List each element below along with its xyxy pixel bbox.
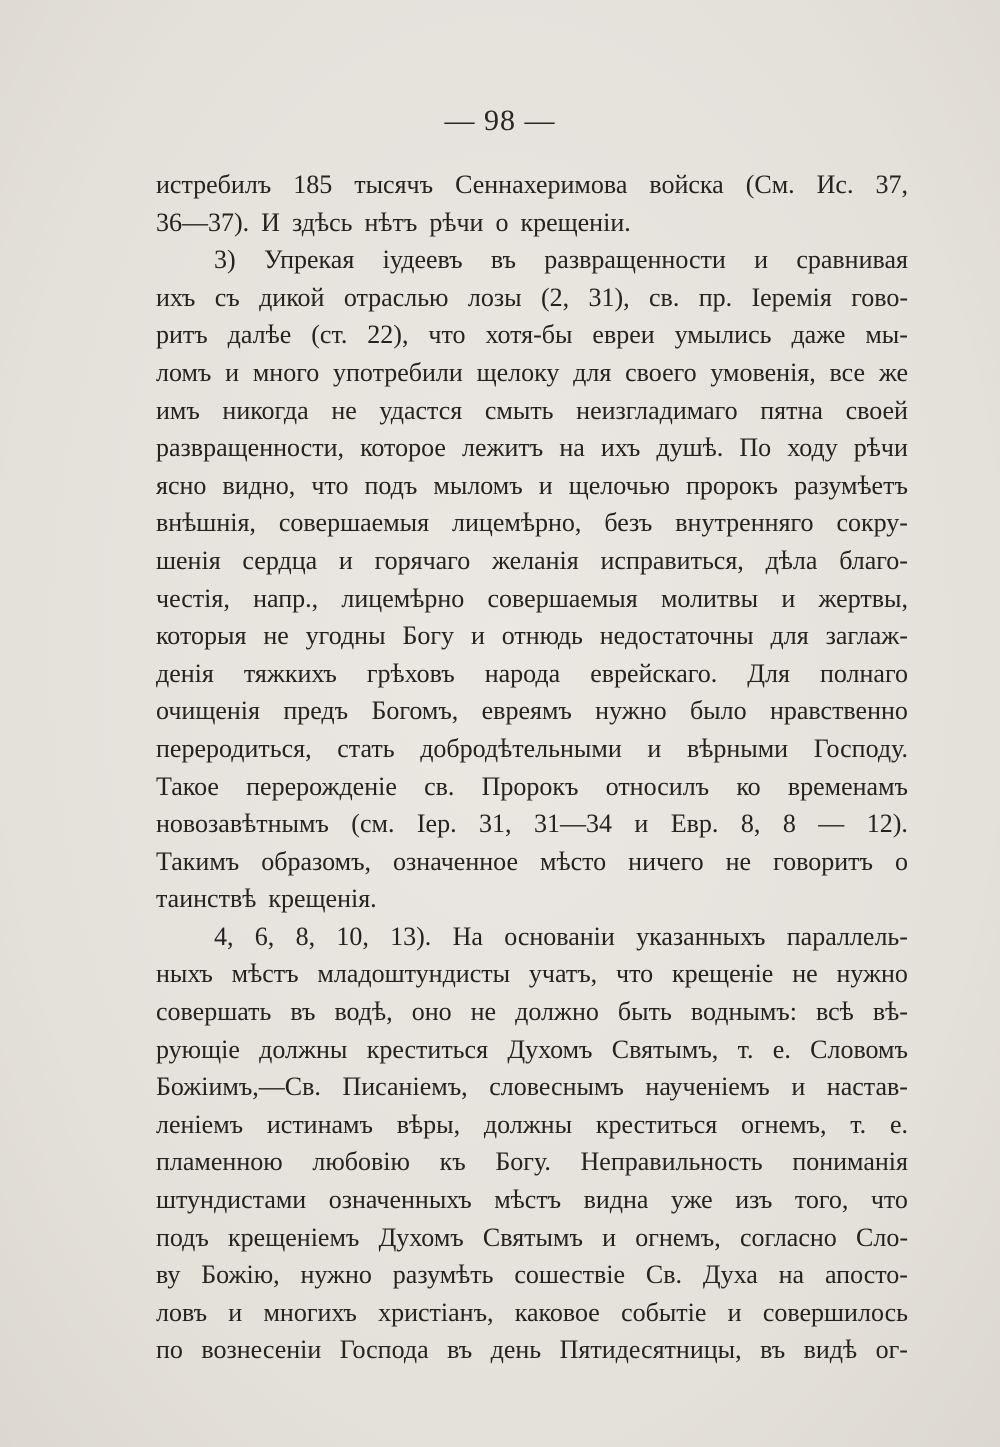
text-line: шенія сердца и горячаго желанія исправиться, дѣла благо- xyxy=(156,545,908,575)
text-line: ву Божію, нужно разумѣть сошествіе Св. Духа на апосто- xyxy=(156,1260,908,1290)
text-line: Такимъ образомъ, означенное мѣсто ничего не говоритъ о xyxy=(156,846,908,876)
text-line: совершать въ водѣ, оно не должно быть воднымъ: всѣ вѣ- xyxy=(156,997,908,1027)
text-line: внѣшнія, совершаемыя лицемѣрно, безъ внутренняго сокру- xyxy=(156,508,908,538)
text-line: имъ никогда не удастся смыть неизгладимаго пятна своей xyxy=(156,395,908,425)
text-line: Такое перерожденіе св. Пророкъ относилъ ко временамъ xyxy=(156,771,908,801)
text-line: развращенности, которое лежитъ на ихъ душѣ. По ходу рѣчи xyxy=(156,433,908,463)
page-body-text xyxy=(156,166,908,1369)
text-line: рующіе должны креститься Духомъ Святымъ, т. е. Словомъ xyxy=(156,1034,908,1064)
text-line: леніемъ истинамъ вѣры, должны креститься огнемъ, т. е. xyxy=(156,1109,908,1139)
text-line: штундистами означенныхъ мѣстъ видна уже изъ того, что xyxy=(156,1185,908,1215)
text-line: ихъ съ дикой отраслью лозы (2, 31), св. пр. Іеремія гово- xyxy=(156,282,908,312)
text-line: ясно видно, что подъ мыломъ и щелочью пророкъ разумѣетъ xyxy=(156,470,908,500)
text-line: Божіимъ,—Св. Писаніемъ, словеснымъ наученіемъ и настав- xyxy=(156,1072,908,1102)
text-line: 4, 6, 8, 10, 13). На основаніи указанныхъ параллель- xyxy=(214,921,908,951)
page-number: — 98 — xyxy=(444,104,556,137)
text-line: подъ крещеніемъ Духомъ Святымъ и огнемъ, согласно Сло- xyxy=(156,1222,908,1252)
text-line: ломъ и много употребили щелоку для своего умовенія, все же xyxy=(156,357,908,387)
text-line: переродиться, стать добродѣтельными и вѣрными Господу. xyxy=(156,733,908,763)
text-line: пламенною любовію къ Богу. Неправильность пониманія xyxy=(156,1147,908,1177)
text-line: истребилъ 185 тысячъ Сеннахеримова войска (См. Ис. 37, xyxy=(156,170,908,199)
text-line: денія тяжкихъ грѣховъ народа еврейскаго. Для полнаго xyxy=(156,658,908,688)
text-line: по вознесеніи Господа въ день Пятидесятницы, въ видѣ ог- xyxy=(156,1335,908,1365)
text-line: очищенія предъ Богомъ, евреямъ нужно было нравственно xyxy=(156,696,908,726)
text-line: ловъ и многихъ христіанъ, каковое событіе и совершилось xyxy=(156,1297,908,1327)
text-line: новозавѣтнымъ (см. Іер. 31, 31—34 и Евр. 8, 8 — 12). xyxy=(156,809,908,839)
text-line: ритъ далѣе (ст. 22), что хотя-бы евреи умылись даже мы- xyxy=(156,320,908,350)
text-line: 36—37). И здѣсь нѣтъ рѣчи о крещеніи. xyxy=(156,207,631,237)
text-line: честія, напр., лицемѣрно совершаемыя молитвы и жертвы, xyxy=(156,583,908,613)
text-line: таинствѣ крещенія. xyxy=(156,884,377,914)
text-line: 3) Упрекая іудеевъ въ развращенности и сравнивая xyxy=(214,245,908,275)
text-line: которыя не угодны Богу и отнюдь недостаточны для заглаж- xyxy=(156,621,908,651)
text-line: ныхъ мѣстъ младоштундисты учатъ, что крещеніе не нужно xyxy=(156,959,908,989)
